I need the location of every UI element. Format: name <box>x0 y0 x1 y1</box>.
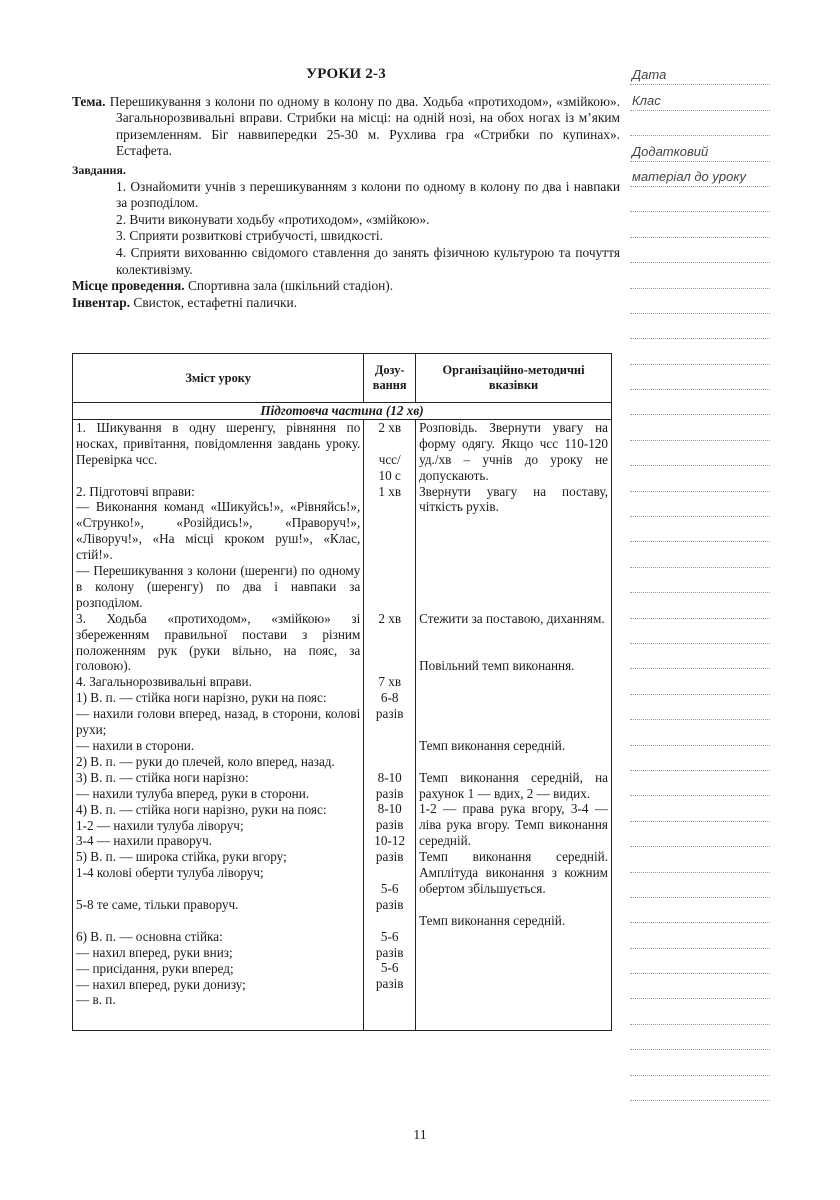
margin-line <box>630 1050 770 1075</box>
margin-line <box>630 466 770 491</box>
margin-line <box>630 263 770 288</box>
note-text: Темп виконання середній. Амплітуда виконання з кожним обертом збільшується. <box>419 849 608 896</box>
dose-value: разів <box>375 785 404 801</box>
margin-label-date: Дата <box>632 67 667 83</box>
section-title: Підготовча частина (12 хв) <box>73 403 612 420</box>
margin-line <box>630 339 770 364</box>
margin-line <box>630 720 770 745</box>
note-text: Звернути увагу на поставу, чіткість рухів. <box>419 483 608 515</box>
dose-value: разів <box>375 817 404 833</box>
misce-text: Спортивна зала (шкільний стадіон). <box>187 278 394 294</box>
content-line: — Перешикування з колони (шеренги) по одному в колону (шеренгу) по два і навпаки за розподілом. <box>76 563 361 610</box>
dose-value: 5-6 <box>380 960 399 976</box>
margin-line <box>630 289 770 314</box>
margin-line <box>630 847 770 872</box>
inventar-text: Свисток, естафетні палички. <box>133 294 298 310</box>
margin-line <box>630 796 770 821</box>
dose-value: 8-10 <box>377 769 402 785</box>
notes-column <box>416 419 612 1030</box>
content-column <box>73 419 364 1030</box>
content-line: 1-4 колові оберти тулуба ліворуч; <box>76 865 264 881</box>
content-line: — нахили в сторони. <box>76 738 195 754</box>
content-line: — нахили тулуба вперед, руки в сторони. <box>76 785 310 801</box>
content-line: — нахил вперед, руки вниз; <box>76 944 233 960</box>
margin-line <box>630 492 770 517</box>
margin-line <box>630 441 770 466</box>
header-content: Зміст уроку <box>73 354 364 403</box>
inventar-label: Інвентар. <box>72 294 131 310</box>
dose-value: 6-8 <box>380 690 399 706</box>
margin-label-class: Клас <box>632 92 661 108</box>
dose-value: разів <box>375 896 404 912</box>
note-text: Темп виконання середній. <box>419 912 566 928</box>
task-item: 4. Сприяти вихованню свідомого ставлення до занять фізичною культурою та почуття колективізму. <box>116 244 620 277</box>
task-item: 1. Ознайомити учнів з перешикуванням з колони по одному в колону по два і навпаки за розподілом. <box>116 178 620 211</box>
dose-value: 5-6 <box>380 880 399 896</box>
margin-line <box>630 1025 770 1050</box>
dose-value: 8-10 <box>377 801 402 817</box>
margin-line <box>630 85 770 110</box>
content-line: 4) В. п. — стійка ноги нарізно, руки на пояс: <box>76 801 327 817</box>
content-line: 2) В. п. — руки до плечей, коло вперед, назад. <box>76 753 335 769</box>
content-line: 4. Загальнорозвивальні вправи. <box>76 674 252 690</box>
margin-line <box>630 669 770 694</box>
dose-value: 2 хв <box>378 610 402 626</box>
dose-value: разів <box>375 976 404 992</box>
margin-line <box>630 212 770 237</box>
page-title: УРОКИ 2-3 <box>306 66 386 82</box>
task-item: 2. Вчити виконувати ходьбу «протиходом», «змійкою». <box>116 211 430 227</box>
margin-line <box>630 238 770 263</box>
content-line: — присідання, руки вперед; <box>76 960 234 976</box>
dose-value: 10-12 <box>374 833 406 849</box>
content-line: — нахили голови вперед, назад, в сторони, колові рухи; <box>76 706 361 738</box>
margin-line <box>630 415 770 440</box>
note-text: Повільний темп виконання. <box>419 658 575 674</box>
content-line: 6) В. п. — основна стійка: <box>76 928 223 944</box>
margin-line <box>630 568 770 593</box>
misce-paragraph <box>72 278 620 295</box>
margin-line <box>630 923 770 948</box>
content-line: — в. п. <box>76 992 116 1008</box>
header-dose: Дозу-вання <box>364 354 416 403</box>
margin-line <box>630 999 770 1024</box>
inventar-paragraph <box>72 295 620 312</box>
lesson-header <box>72 62 620 311</box>
content-line: 1. Шикування в одну шеренгу, рівняння по носках, привітання, повідомлення завдань уроку. Перевірка чсс. <box>76 419 361 467</box>
margin-line <box>630 162 770 187</box>
margin-label-extra: Додатковий <box>632 143 709 159</box>
content-line: 3) В. п. — стійка ноги нарізно: <box>76 769 249 785</box>
margin-notes <box>630 60 770 1101</box>
dose-value: 5-6 <box>380 928 399 944</box>
page-number: 11 <box>413 1128 427 1143</box>
margin-line <box>630 898 770 923</box>
lesson-table <box>72 353 612 1031</box>
dose-value: разів <box>375 849 404 865</box>
margin-line <box>630 136 770 161</box>
margin-line <box>630 822 770 847</box>
margin-line <box>630 187 770 212</box>
dose-value: 7 хв <box>378 674 402 690</box>
note-text: Розповідь. Звернути увагу на форму одягу. Якщо чсс 110-120 уд./хв – учнів до уроку не допускають. <box>419 419 608 483</box>
note-text: Темп виконання середній, на рахунок 1 — вдих, 2 — видих. <box>419 769 608 801</box>
tema-label: Тема. <box>72 93 106 109</box>
dose-value: разів <box>375 944 404 960</box>
content-line: 1-2 — нахили тулуба ліворуч; <box>76 817 244 833</box>
note-text: Темп виконання середній. <box>419 737 566 753</box>
margin-line <box>630 644 770 669</box>
content-line: 1) В. п. — стійка ноги нарізно, руки на пояс: <box>76 690 327 706</box>
dose-value: 2 хв <box>378 419 402 435</box>
margin-line <box>630 390 770 415</box>
margin-line <box>630 771 770 796</box>
content-line: 3-4 — нахили праворуч. <box>76 833 213 849</box>
dose-value: разів <box>375 706 404 722</box>
dose-value: 10 с <box>378 467 401 483</box>
content-line: 5-8 те саме, тільки праворуч. <box>76 897 239 913</box>
dose-column <box>364 419 416 1030</box>
margin-line <box>630 111 770 136</box>
tema-paragraph <box>72 94 620 160</box>
task-item: 3. Сприяти розвиткові стрибучості, швидкості. <box>116 228 383 244</box>
dose-value: 1 хв <box>378 483 402 499</box>
margin-line <box>630 593 770 618</box>
content-line: 5) В. п. — широка стійка, руки вгору; <box>76 849 287 865</box>
header-notes: Організаційно-методичні вказівки <box>416 354 612 403</box>
margin-line <box>630 60 770 85</box>
content-line: — нахил вперед, руки донизу; <box>76 976 246 992</box>
margin-line <box>630 619 770 644</box>
content-line: — Виконання команд «Шикуйсь!», «Рівняйсь!», «Струнко!», «Розійдись!», «Праворуч!», «Ліворуч!», «На місці кроком руш!», «Клас, стій!». <box>76 499 361 563</box>
margin-line <box>630 542 770 567</box>
margin-line <box>630 517 770 542</box>
margin-line <box>630 949 770 974</box>
margin-line <box>630 1076 770 1101</box>
margin-line <box>630 746 770 771</box>
section-row <box>73 403 612 420</box>
margin-line <box>630 695 770 720</box>
note-text: Стежити за поставою, диханням. <box>419 610 605 626</box>
table-header-row <box>73 354 612 403</box>
dose-value: чсс/ <box>378 451 401 467</box>
note-text: 1-2 — права рука вгору, 3-4 — ліва рука вгору. Темп виконання середній. <box>419 801 608 849</box>
content-line: 2. Підготовчі вправи: <box>76 483 195 499</box>
content-line: 3. Ходьба «протиходом», «змійкою» зі збереженням правильної постави з різним положенням рук (руки вільно, на пояс, за головою). <box>76 610 361 674</box>
margin-line <box>630 314 770 339</box>
misce-label: Місце проведення. <box>72 278 185 294</box>
margin-line <box>630 365 770 390</box>
margin-line <box>630 873 770 898</box>
margin-label-material: матеріал до уроку <box>632 168 746 184</box>
table-body-row <box>73 419 612 1030</box>
margin-line <box>630 974 770 999</box>
tema-text: Перешикування з колони по одному в колону по два. Ходьба «протиходом», «змійкою». Загальнорозвивальні вправи. Стрибки на місці: на одній нозі, на обох ногах із м’яким приземленням. Біг наввипередки 25-30 м. Рухлива гра «Стрибки по купинах». Естафета. <box>109 93 620 159</box>
zavdannia-label: Завдання. <box>72 162 126 177</box>
